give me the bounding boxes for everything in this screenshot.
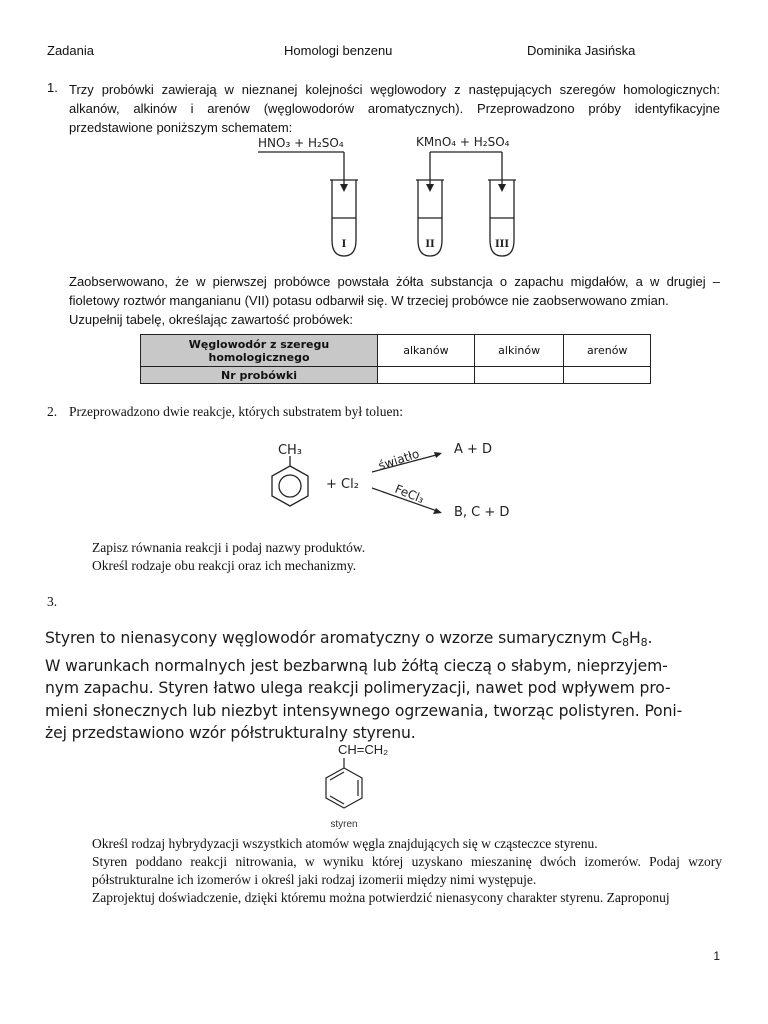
header-right: Dominika Jasińska: [527, 43, 636, 58]
table-row2-header: Nr probówki: [141, 367, 378, 384]
task1-intro: Trzy probówki zawierają w nieznanej kolejności węglowodory z następujących szeregów homologicznych: alkanów, alkinów i arenów (węglowodorów aromatycznych). Przeprowadzono próby identyfikacyjne przedstawione poniższym schematem:: [69, 82, 720, 135]
styrene-ring: [326, 758, 362, 808]
page-number: 1: [713, 949, 720, 963]
table-cell-empty: [378, 367, 475, 384]
task1-observation: Zaobserwowano, że w pierwszej probówce powstała żółta substancja o zapachu migdałów, a w drugiej – fioletowy roztwór manganianu (VII) potasu odbarwił się. W trzeciej probówce nie zaobserwowano zmian.: [69, 274, 720, 308]
arrow-head-2: [426, 184, 434, 192]
arrow-head-1: [340, 184, 348, 192]
product-bottom: B, C + D: [454, 505, 510, 520]
condition-fecl3: FeCl₃: [392, 481, 427, 507]
condition-light: światło: [376, 446, 422, 473]
task1-number: 1.: [47, 80, 58, 95]
product-top: A + D: [454, 442, 493, 457]
header-center: Homologi benzenu: [284, 43, 393, 58]
table-col-alkanes: alkanów: [378, 335, 475, 367]
styrene-formula: [308, 740, 418, 834]
toluene-reaction-scheme: [260, 436, 540, 526]
task3-line-5: żej przedstawiono wzór półstrukturalny styrenu.: [45, 724, 416, 742]
task3-number: 3.: [47, 594, 58, 609]
reagent-right-label: KMnO₄ + H₂SO₄: [416, 135, 510, 149]
task3-line-2: W warunkach normalnych jest bezbarwną lub żółtą cieczą o słabym, nieprzyjem-: [45, 656, 668, 675]
table-col-arenes: arenów: [564, 335, 651, 367]
answer-table: [140, 334, 651, 384]
task3-q2: Styren poddano reakcji nitrowania, w wyniku której uzyskano mieszaninę dwóch izomerów. Podaj wzory półstrukturalne ich izomerów i określ jaki rodzaj izomerii między nimi występuje.: [92, 854, 722, 887]
tube-2-label: II: [425, 239, 435, 250]
tube-1-label: I: [341, 239, 347, 250]
task3-scanned-text: [45, 627, 725, 745]
styrene-caption: styren: [330, 819, 358, 830]
vinyl-group: CH=CH₂: [338, 742, 389, 757]
chlorine-reagent: + Cl₂: [326, 477, 359, 492]
task3-line-4: mieni słonecznych lub niezbyt intensywnego ogrzewania, tworząc polistyren. Poni-: [45, 701, 683, 720]
toluene-ring: [272, 456, 308, 506]
table-row: [141, 335, 651, 367]
table-cell-empty: [474, 367, 564, 384]
table-col-alkynes: alkinów: [474, 335, 564, 367]
task2-intro: Przeprowadzono dwie reakcje, których substratem był toluen:: [69, 404, 404, 419]
table-cell-empty: [564, 367, 651, 384]
tube-3-label: III: [494, 239, 510, 250]
methyl-group: CH₃: [277, 443, 303, 458]
task1-instruction: Uzupełnij tabelę, określając zawartość probówek:: [69, 312, 353, 327]
header-left: Zadania: [47, 43, 94, 58]
task2-q2: Określ rodzaje obu reakcji oraz ich mechanizmy.: [92, 558, 357, 573]
table-row1-header: Węglowodór z szeregu homologicznego: [141, 335, 378, 367]
task2-number: 2.: [47, 404, 58, 419]
task3-line-3: nym zapachu. Styren łatwo ulega reakcji polimeryzacji, nawet pod wpływem pro-: [45, 679, 671, 697]
table-row: [141, 367, 651, 384]
arrow-head-3: [498, 184, 506, 192]
reagent-left-label: HNO₃ + H₂SO₄: [258, 136, 344, 150]
test-tubes-diagram: [240, 132, 540, 260]
task2-q1: Zapisz równania reakcji i podaj nazwy produktów.: [92, 540, 366, 555]
task3-line-1: Styren to nienasycony węglowodór aromatyczny o wzorze sumarycznym $C_8H_8$.: [45, 629, 653, 649]
task3-q1: Określ rodzaj hybrydyzacji wszystkich atomów węgla znajdujących się w cząsteczce styrenu.: [92, 836, 598, 851]
task3-q3: Zaprojektuj doświadczenie, dzięki któremu można potwierdzić nienasycony charakter styrenu. Zaproponuj: [92, 890, 670, 905]
